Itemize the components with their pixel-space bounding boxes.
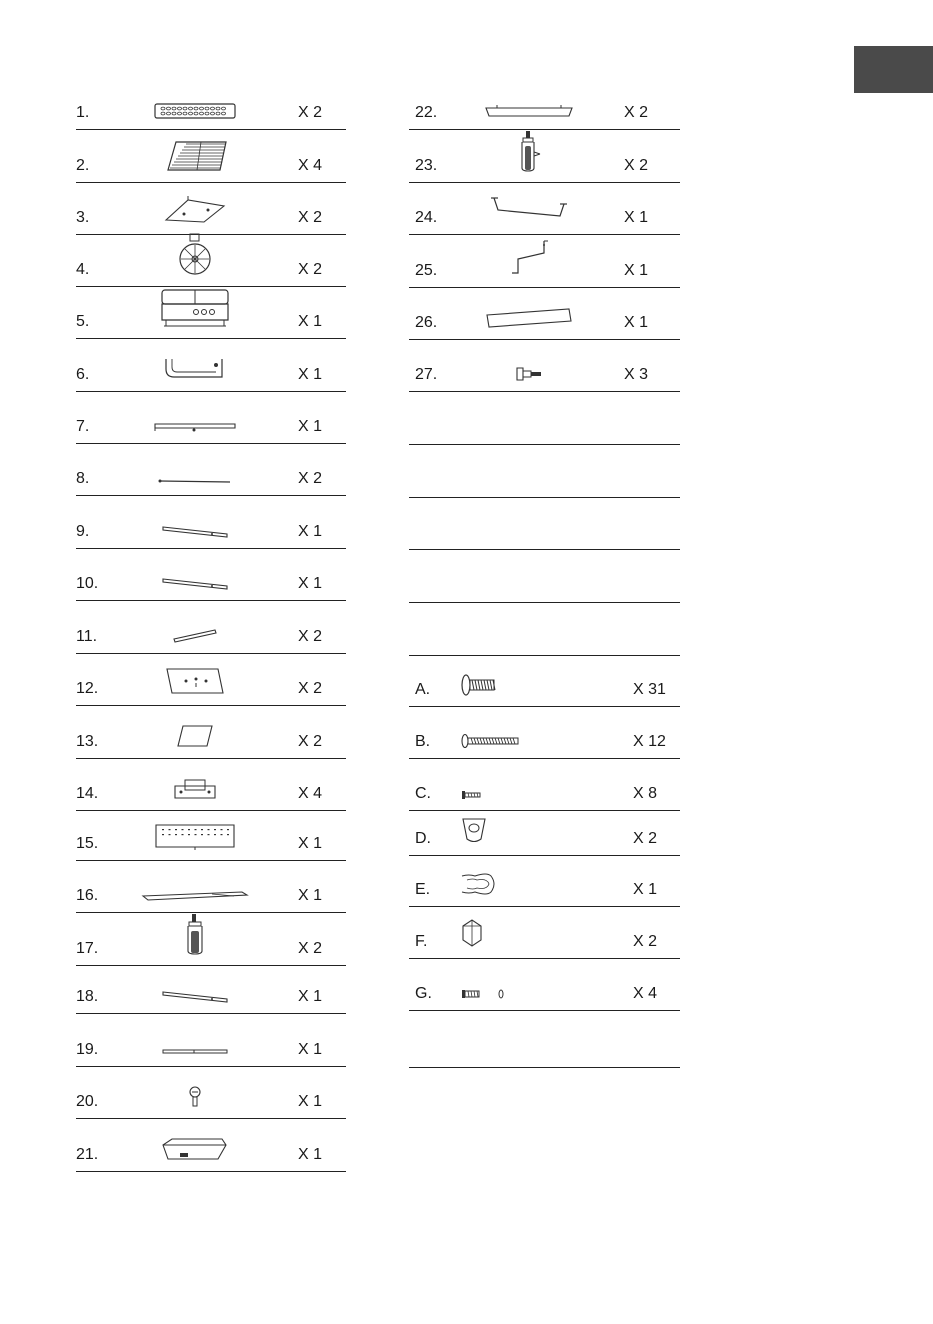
row-divider <box>76 1066 346 1067</box>
part-number: 3. <box>76 209 90 226</box>
row-divider <box>76 548 346 549</box>
part-row <box>409 393 680 445</box>
bolt-washer-icon <box>461 987 505 1005</box>
part-quantity: X 1 <box>298 575 323 592</box>
long-shelf-icon <box>142 889 248 907</box>
part-row <box>409 236 680 288</box>
support-bar-icon <box>162 525 228 543</box>
section-tab <box>854 46 933 93</box>
nut-cap-icon <box>461 815 487 850</box>
part-quantity: X 1 <box>624 314 649 331</box>
part-row <box>76 340 346 392</box>
part-quantity: X 2 <box>298 104 323 121</box>
part-row <box>76 236 346 287</box>
row-divider <box>76 653 346 654</box>
vent-panel-icon <box>154 103 236 124</box>
part-row <box>76 1120 346 1172</box>
part-number: 13. <box>76 733 99 750</box>
part-number: 12. <box>76 680 99 697</box>
row-divider <box>76 705 346 706</box>
row-divider <box>409 810 680 811</box>
part-row <box>76 132 346 183</box>
part-row <box>409 499 680 550</box>
part-number: 7. <box>76 418 90 435</box>
side-bracket-icon <box>164 196 226 229</box>
row-divider <box>409 444 680 445</box>
row-divider <box>409 287 680 288</box>
part-number: 27. <box>415 366 438 383</box>
hex-nut-icon <box>461 918 483 953</box>
part-row <box>76 1015 346 1067</box>
row-divider <box>76 1013 346 1014</box>
part-row <box>409 131 680 183</box>
part-quantity: X 2 <box>298 733 323 750</box>
row-divider <box>76 860 346 861</box>
part-quantity: X 4 <box>298 157 323 174</box>
shoulder-bolt-icon <box>516 367 542 386</box>
row-divider <box>409 855 680 856</box>
row-divider <box>76 810 346 811</box>
part-quantity: X 4 <box>633 985 658 1002</box>
part-row <box>76 655 346 706</box>
part-number: 10. <box>76 575 99 592</box>
part-row <box>409 908 680 959</box>
row-divider <box>409 958 680 959</box>
part-row <box>409 80 680 130</box>
row-divider <box>409 906 680 907</box>
row-divider <box>76 758 346 759</box>
part-number: 19. <box>76 1041 99 1058</box>
part-quantity: X 3 <box>624 366 649 383</box>
part-number: G. <box>415 985 432 1002</box>
part-quantity: X 1 <box>298 887 323 904</box>
part-number: 6. <box>76 366 90 383</box>
thin-rod-icon <box>159 472 231 490</box>
part-number: 4. <box>76 261 90 278</box>
part-row <box>76 602 346 654</box>
wheel-icon <box>178 234 212 281</box>
part-row <box>409 289 680 340</box>
part-number: E. <box>415 881 431 898</box>
knob-icon <box>187 1086 203 1113</box>
row-divider <box>76 965 346 966</box>
part-number: 21. <box>76 1146 99 1163</box>
row-divider <box>409 1067 680 1068</box>
part-number: 8. <box>76 470 90 487</box>
part-row <box>409 341 680 392</box>
part-row <box>76 862 346 913</box>
part-number: 22. <box>415 104 438 121</box>
long-bolt-icon <box>461 734 519 753</box>
part-quantity: X 2 <box>624 104 649 121</box>
part-row <box>409 446 680 498</box>
row-divider <box>76 1171 346 1172</box>
part-number: 9. <box>76 523 90 540</box>
part-number: 23. <box>415 157 438 174</box>
rail-bar-icon <box>154 420 236 438</box>
part-quantity: X 1 <box>298 1041 323 1058</box>
part-number: 25. <box>415 262 438 279</box>
part-quantity: X 8 <box>633 785 658 802</box>
part-number: 11. <box>76 628 98 645</box>
part-row <box>76 550 346 601</box>
part-quantity: X 1 <box>624 209 649 226</box>
grease-tray-icon <box>162 1135 228 1166</box>
part-quantity: X 1 <box>298 313 323 330</box>
part-quantity: X 2 <box>298 470 323 487</box>
row-divider <box>76 912 346 913</box>
part-quantity: X 1 <box>624 262 649 279</box>
beam-icon <box>485 307 573 334</box>
part-row <box>409 857 680 907</box>
locking-caster-icon <box>517 130 541 177</box>
flat-bar-icon <box>162 1043 228 1061</box>
part-quantity: X 12 <box>633 733 666 750</box>
handle-icon <box>164 355 226 386</box>
row-divider <box>76 443 346 444</box>
row-divider <box>409 706 680 707</box>
part-row <box>76 393 346 444</box>
part-row <box>76 1068 346 1119</box>
part-number: 18. <box>76 988 99 1005</box>
hinge-bracket-icon <box>173 778 217 805</box>
part-number: 14. <box>76 785 99 802</box>
row-divider <box>76 286 346 287</box>
part-number: 17. <box>76 940 99 957</box>
back-panel-icon <box>155 824 235 855</box>
row-divider <box>76 495 346 496</box>
part-quantity: X 1 <box>298 835 323 852</box>
part-number: 2. <box>76 157 90 174</box>
short-bar-icon <box>173 629 217 648</box>
row-divider <box>409 1010 680 1011</box>
part-quantity: X 2 <box>633 933 658 950</box>
row-divider <box>76 182 346 183</box>
part-quantity: X 2 <box>624 157 649 174</box>
z-bracket-icon <box>508 239 550 282</box>
row-divider <box>409 234 680 235</box>
part-row <box>76 967 346 1014</box>
part-row <box>76 184 346 235</box>
tray-icon <box>485 105 573 124</box>
part-row <box>76 445 346 496</box>
part-number: 5. <box>76 313 90 330</box>
part-row <box>76 914 346 966</box>
part-quantity: X 2 <box>298 209 323 226</box>
part-row <box>76 707 346 759</box>
screw-icon <box>461 674 495 701</box>
part-quantity: X 2 <box>298 680 323 697</box>
part-row <box>76 497 346 549</box>
row-divider <box>76 129 346 130</box>
part-row <box>409 812 680 856</box>
part-quantity: X 1 <box>298 1093 323 1110</box>
caster-icon <box>184 913 206 960</box>
part-quantity: X 2 <box>633 830 658 847</box>
part-number: 26. <box>415 314 438 331</box>
part-quantity: X 1 <box>633 881 658 898</box>
clip-icon <box>461 872 497 901</box>
row-divider <box>409 182 680 183</box>
grill-body-icon <box>160 288 230 333</box>
row-divider <box>409 549 680 550</box>
part-quantity: X 2 <box>298 261 323 278</box>
part-number: 15. <box>76 835 99 852</box>
row-divider <box>76 1118 346 1119</box>
part-row <box>409 551 680 603</box>
part-row <box>409 184 680 235</box>
part-quantity: X 1 <box>298 366 323 383</box>
part-row <box>409 760 680 811</box>
part-row <box>76 760 346 811</box>
part-quantity: X 1 <box>298 418 323 435</box>
row-divider <box>76 600 346 601</box>
part-quantity: X 4 <box>298 785 323 802</box>
part-quantity: X 1 <box>298 523 323 540</box>
row-divider <box>76 391 346 392</box>
part-quantity: X 2 <box>298 940 323 957</box>
part-row <box>409 657 680 707</box>
part-number: D. <box>415 830 431 847</box>
part-row <box>409 708 680 759</box>
u-bracket-icon <box>490 196 568 229</box>
part-number: 1. <box>76 104 90 121</box>
row-divider <box>409 758 680 759</box>
cooking-grate-icon <box>162 140 228 177</box>
part-row <box>76 812 346 861</box>
part-row <box>409 604 680 656</box>
part-row <box>76 288 346 339</box>
row-divider <box>409 655 680 656</box>
support-bar-icon <box>162 990 228 1008</box>
support-bar-icon <box>162 577 228 595</box>
part-number: B. <box>415 733 431 750</box>
part-number: A. <box>415 681 431 698</box>
row-divider <box>409 129 680 130</box>
small-screw-icon <box>461 787 481 805</box>
plate-icon <box>177 724 213 753</box>
row-divider <box>76 338 346 339</box>
part-quantity: X 1 <box>298 1146 323 1163</box>
part-quantity: X 1 <box>298 988 323 1005</box>
part-number: C. <box>415 785 431 802</box>
part-row <box>409 1012 680 1068</box>
part-row <box>409 960 680 1011</box>
row-divider <box>409 602 680 603</box>
row-divider <box>409 339 680 340</box>
part-quantity: X 2 <box>298 628 323 645</box>
part-number: 20. <box>76 1093 99 1110</box>
part-number: 24. <box>415 209 438 226</box>
part-quantity: X 31 <box>633 681 666 698</box>
side-panel-icon <box>166 667 224 700</box>
row-divider <box>409 391 680 392</box>
part-row <box>76 78 346 130</box>
part-number: 16. <box>76 887 99 904</box>
row-divider <box>409 497 680 498</box>
part-number: F. <box>415 933 428 950</box>
